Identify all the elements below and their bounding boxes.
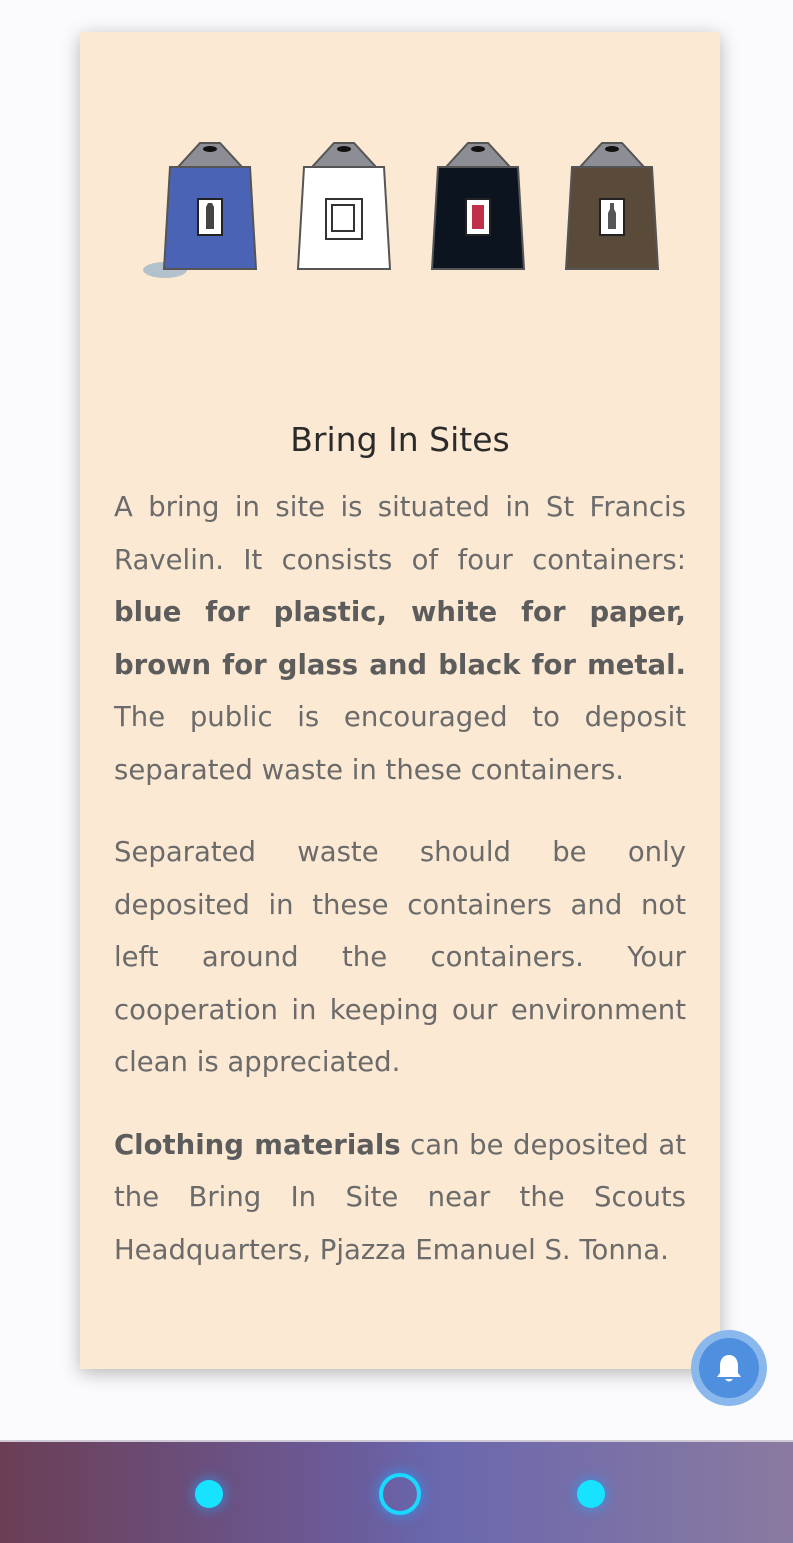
bold-text: blue for plastic, white for paper, brown for glass and black for metal. (114, 596, 686, 681)
paper-bin-icon (298, 143, 390, 269)
card-title: Bring In Sites (290, 420, 510, 459)
text: The public is encouraged to deposit separated waste in these containers. (114, 701, 686, 786)
text: A bring in site is situated in St Francis Ravelin. It consists of four containers: (114, 491, 686, 576)
notification-bell-button[interactable] (691, 1330, 767, 1406)
recycling-bins-illustration (140, 137, 660, 287)
paragraph-containers (114, 481, 686, 796)
bell-icon (699, 1338, 759, 1398)
nav-dot-icon[interactable] (195, 1480, 223, 1508)
paragraph-clothing (114, 1119, 686, 1277)
nav-ring-icon[interactable] (379, 1473, 421, 1515)
metal-bin-icon (432, 143, 524, 269)
paragraph-instructions: Separated waste should be only deposited in these containers and not left around the containers. Your cooperation in keeping our environment clean is appreciated. (114, 836, 686, 1078)
info-card (80, 32, 720, 1369)
plastic-bin-icon (164, 143, 256, 269)
text: can be deposited at the Bring In Site near the Scouts Headquarters, Pjazza Emanuel S. Tonna. (114, 1128, 686, 1266)
nav-dot-icon[interactable] (577, 1480, 605, 1508)
bottom-navigation-bar (0, 1440, 793, 1543)
card-content (114, 481, 686, 1306)
glass-bin-icon (566, 143, 658, 269)
bold-text: Clothing materials (114, 1128, 401, 1161)
